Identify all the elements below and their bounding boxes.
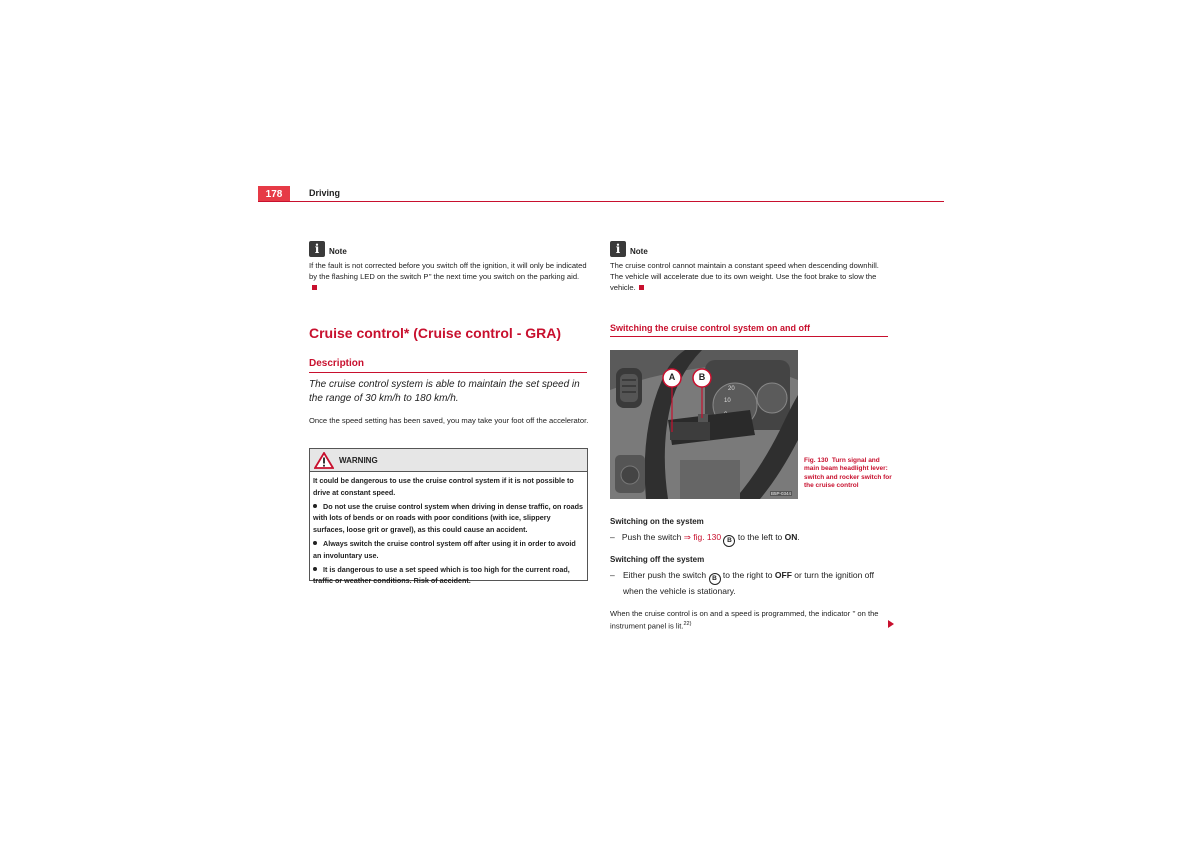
note-right-title: Note: [630, 247, 648, 256]
footnote-ref[interactable]: 22): [683, 621, 692, 628]
end-mark: [639, 285, 644, 290]
note-left: [309, 241, 587, 294]
note-left-title: Note: [329, 247, 347, 256]
svg-text:20: 20: [728, 386, 735, 392]
callout-b: B: [698, 372, 706, 382]
bullet-dot: [313, 541, 317, 545]
note-left-header: [309, 241, 587, 257]
circle-label-b: B: [709, 573, 721, 585]
info-icon: i: [610, 241, 626, 257]
switch-on-step: – Push the switch ⇒ fig. 130 B to the left to ON.: [610, 531, 890, 547]
figure-caption: Fig. 130 Turn signal and main beam headlight lever: switch and rocker switch for the cruise control: [804, 457, 892, 489]
bullet-dot: [313, 567, 317, 571]
figure-code: B5P-0344: [771, 491, 792, 496]
warning-body: [310, 472, 587, 587]
circle-label-b: B: [723, 535, 735, 547]
switch-off-step: – Either push the switch B to the right to OFF or turn the ignition off when the vehicle is stationary.: [610, 570, 874, 596]
figure-reference-link[interactable]: ⇒ fig. 130: [683, 532, 722, 542]
figure-130: [610, 350, 798, 499]
switching-heading: Switching the cruise control system on and off: [610, 323, 888, 337]
warning-triangle-icon: [314, 452, 334, 469]
header-rule: [258, 201, 944, 202]
section-title: Cruise control* (Cruise control - GRA): [309, 325, 562, 341]
svg-text:10: 10: [724, 398, 731, 404]
description-lead: The cruise control system is able to maintain the set speed in the range of 30 km/h to 180 km/h.: [309, 379, 580, 404]
cruise-indicator-icon: ’’: [852, 609, 856, 618]
note-right: [610, 241, 890, 294]
continue-arrow-icon: [888, 620, 894, 628]
note-right-header: [610, 241, 890, 257]
description-heading: Description: [309, 358, 587, 373]
warning-box: [309, 448, 588, 586]
page-number: 178: [258, 186, 290, 202]
note-right-text: The cruise control cannot maintain a constant speed when descending downhill. The vehicle will accelerate due to its own weight. Use the foot brake to slow the vehicle.: [610, 261, 879, 293]
warning-title: WARNING: [339, 455, 378, 465]
description-body: Once the speed setting has been saved, you may take your foot off the accelerator.: [309, 416, 589, 425]
end-mark: [312, 285, 317, 290]
warning-bullet: It is dangerous to use a set speed which is too high for the current road, traffic or weather conditions. Risk of accident.: [313, 564, 570, 586]
warning-intro: It could be dangerous to use the cruise control system if it is not possible to drive at constant speed.: [313, 476, 574, 497]
warning-header: [310, 449, 587, 472]
indicator-paragraph: When the cruise control is on and a speed is programmed, the indicator ’’ on the instrument panel is lit.$^{22)}$: [610, 609, 879, 631]
warning-bullet: Do not use the cruise control system when driving in dense traffic, on roads with lots of bends or on roads with poor conditions (with ice, slippery surfaces, loose grit or gravel), as this could cause an accident.: [313, 501, 583, 535]
callout-a: A: [668, 372, 676, 382]
warning-bullet: Always switch the cruise control system off after using it in order to avoid an involuntary use.: [313, 538, 576, 560]
bullet-dot: [313, 504, 317, 508]
switch-off-heading: Switching off the system: [610, 555, 705, 564]
info-icon: i: [309, 241, 325, 257]
note-left-text: If the fault is not corrected before you switch off the ignition, it will only be indicated by the flashing LED on the switch P’’ the next time you switch on the parking aid.: [309, 260, 587, 294]
running-head: Driving: [309, 188, 341, 198]
switch-on-heading: Switching on the system: [610, 517, 704, 526]
